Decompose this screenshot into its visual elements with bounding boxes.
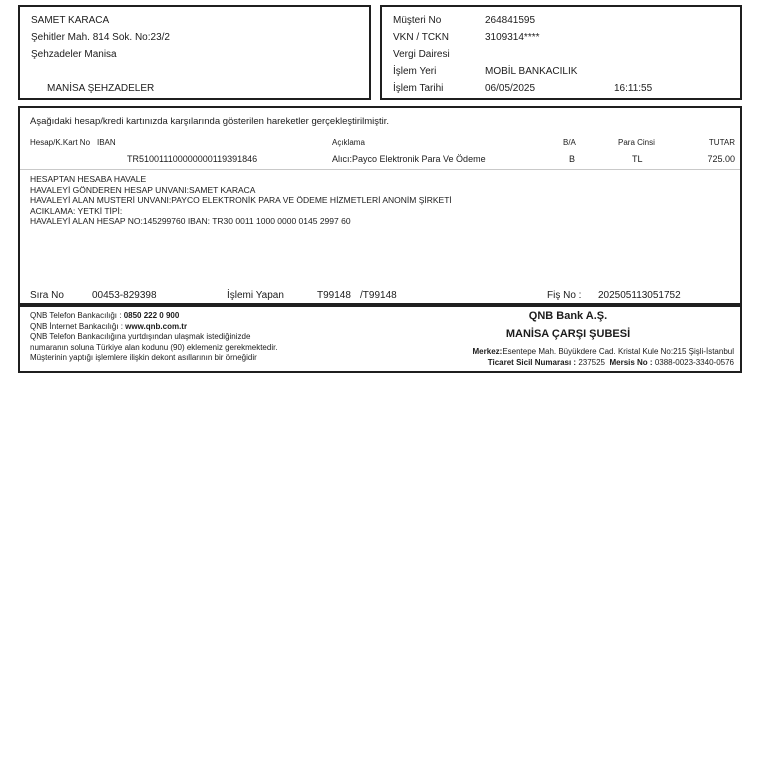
- fis-no-label: Fiş No :: [547, 290, 582, 301]
- cell-iban: TR510011100000000119391846: [127, 154, 258, 164]
- fis-no-value: 202505113051752: [598, 290, 681, 301]
- customer-name: SAMET KARACA: [31, 15, 110, 26]
- cell-tutar: 725.00: [707, 154, 735, 164]
- footer-line-bold: www.qnb.com.tr: [125, 321, 188, 331]
- sender-info-box: [18, 5, 371, 100]
- header-ba: B/A: [563, 138, 576, 147]
- bank-contact-block: [30, 311, 278, 364]
- footer-line-text: numaranın soluna Türkiye alan kodunu (90) eklemeniz gerekmektedir.: [30, 342, 278, 352]
- bank-name: QNB Bank A.Ş.: [528, 310, 608, 322]
- cell-aciklama: Alıcı:Payco Elektronik Para Ve Ödeme: [332, 154, 486, 164]
- footer-line-alan-kodu: [30, 343, 278, 354]
- footer-line-text: Müşterinin yaptığı işlemlere ilişkin dekont asıllarının bir örneğidir: [30, 353, 257, 363]
- footer-line-yurtdisi: [30, 332, 278, 343]
- field-label: İşlem Yeri: [393, 66, 437, 77]
- branch-name: MANİSA ÇARŞI ŞUBESİ: [505, 328, 631, 340]
- header-iban: IBAN: [97, 138, 116, 147]
- footer-line-telefon: [30, 311, 278, 322]
- field-label: Müşteri No: [393, 15, 442, 26]
- branch-city-line: MANİSA ŞEHZADELER: [47, 83, 155, 94]
- field-label: VKN / TCKN: [393, 32, 449, 43]
- sira-no-label: Sıra No: [30, 290, 64, 301]
- field-value: 06/05/2025: [485, 83, 536, 94]
- cell-para-cinsi: TL: [632, 154, 643, 164]
- islemi-yapan-value2: /T99148: [360, 290, 397, 301]
- intro-sentence: Aşağıdaki hesap/kredi kartınızda karşılarında gösterilen hareketler gerçekleştirilmiştir.: [30, 116, 390, 127]
- footer-line-text: QNB İnternet Bankacılığı :: [30, 321, 126, 331]
- footer-line-bold: 0850 222 0 900: [123, 311, 180, 320]
- merkez-label: Merkez:: [472, 347, 503, 356]
- merkez-value: Esentepe Mah. Büyükdere Cad. Kristal Kule No:215 Şişli-İstanbul: [502, 347, 734, 356]
- detail-line: HAVALEYİ ALAN HESAP NO:145299760 IBAN: TR30 0011 1000 0000 0145 2997 60: [30, 216, 351, 227]
- header-para-cinsi: Para Cinsi: [618, 138, 655, 147]
- transaction-meta-box: [380, 5, 742, 100]
- bank-registry-line: [402, 358, 734, 367]
- islemi-yapan-label: İşlemi Yapan: [227, 290, 284, 301]
- customer-address-line1: Şehitler Mah. 814 Sok. No:23/2: [31, 32, 170, 43]
- field-value: MOBİL BANKACILIK: [485, 66, 578, 77]
- sicil-label: Ticaret Sicil Numarası :: [487, 358, 579, 367]
- mersis-value: 0388-0023-3340-0576: [654, 358, 734, 367]
- sicil-value: 237525: [578, 358, 606, 367]
- bank-identity-block: [402, 310, 734, 367]
- footer-line-internet: [30, 322, 278, 333]
- row-separator-line: [20, 169, 740, 170]
- field-label: İşlem Tarihi: [393, 83, 444, 94]
- footer-line-text: QNB Telefon Bankacılığı :: [30, 311, 124, 320]
- header-hesap-kart-no: Hesap/K.Kart No: [30, 138, 91, 147]
- cell-ba: B: [569, 154, 576, 164]
- customer-address-line2: Şehzadeler Manisa: [31, 49, 117, 60]
- detail-line: HESAPTAN HESABA HAVALE: [30, 174, 147, 184]
- transactions-box: [18, 106, 742, 305]
- transaction-time: 16:11:55: [614, 83, 653, 94]
- field-label: Vergi Dairesi: [393, 49, 450, 60]
- footer-line-text: QNB Telefon Bankacılığına yurtdışından ulaşmak istediğinizde: [30, 332, 251, 342]
- field-value: 264841595: [485, 15, 536, 26]
- detail-line: HAVALEYİ GÖNDEREN HESAP UNVANI:SAMET KARACA: [30, 184, 256, 195]
- header-aciklama: Açıklama: [332, 138, 365, 147]
- mersis-label: Mersis No :: [605, 358, 655, 367]
- footer-box: [18, 305, 742, 373]
- detail-line: ACIKLAMA: YETKİ TİPİ:: [30, 205, 123, 216]
- transaction-details-block: [30, 174, 452, 227]
- header-tutar: TUTAR: [708, 138, 735, 147]
- bank-address-line: [402, 347, 734, 356]
- sira-no-value: 00453-829398: [92, 290, 157, 301]
- detail-line: HAVALEYİ ALAN MUSTERİ UNVANI:PAYCO ELEKTRONİK PARA VE ÖDEME HİZMETLERİ ANONİM ŞİRKETİ: [30, 195, 452, 206]
- field-value: 3109314****: [485, 32, 540, 43]
- footer-line-dekont: [30, 353, 278, 364]
- islemi-yapan-value1: T99148: [317, 290, 351, 301]
